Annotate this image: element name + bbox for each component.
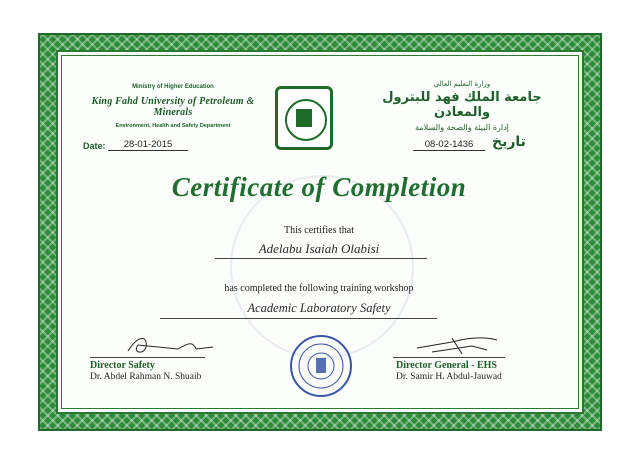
right-signatory-title: Director General - EHS: [396, 360, 497, 371]
left-signature-line: [90, 357, 205, 358]
recipient-name: Adelabu Isaiah Olabisi: [258, 241, 380, 256]
right-signature-line: [393, 357, 505, 358]
recipient-underline: [215, 258, 427, 259]
course-name: Academic Laboratory Safety: [247, 301, 391, 315]
right-signature: [412, 332, 507, 358]
department-ar: إدارة البيئة والصحة والسلامة: [415, 123, 509, 132]
right-signatory-name: Dr. Samir H. Abdul-Jauwad: [396, 372, 502, 382]
english-header: [78, 84, 268, 129]
left-signatory-name: Dr. Abdel Rahman N. Shuaib: [90, 372, 202, 382]
completed-text: has completed the following training workshop: [224, 283, 414, 294]
certifies-text: This certifies that: [284, 225, 354, 236]
university-seal-icon: [275, 86, 333, 150]
left-signatory-title: Director Safety: [90, 360, 155, 371]
hijri-date-value: 08-02-1436: [413, 139, 485, 151]
date-value: 28-01-2015: [108, 139, 188, 151]
arabic-header: [362, 80, 562, 132]
department-en: Environment, Health and Safety Department: [115, 123, 231, 129]
university-name-en: King Fahd University of Petroleum & Minerals: [91, 96, 255, 118]
ministry-en: Ministry of Higher Education: [132, 84, 214, 90]
ministry-ar: وزارة التعليم العالي: [433, 80, 491, 88]
official-stamp-icon: [289, 334, 353, 398]
certificate-title: Certificate of Completion: [171, 172, 467, 202]
university-name-ar: جامعة الملك فهد للبترول والمعادن: [382, 90, 542, 120]
left-signature: [118, 333, 218, 359]
course-underline: [160, 318, 437, 319]
date-label: Date:: [83, 141, 106, 151]
hijri-date-label: تاريخ: [492, 134, 526, 150]
